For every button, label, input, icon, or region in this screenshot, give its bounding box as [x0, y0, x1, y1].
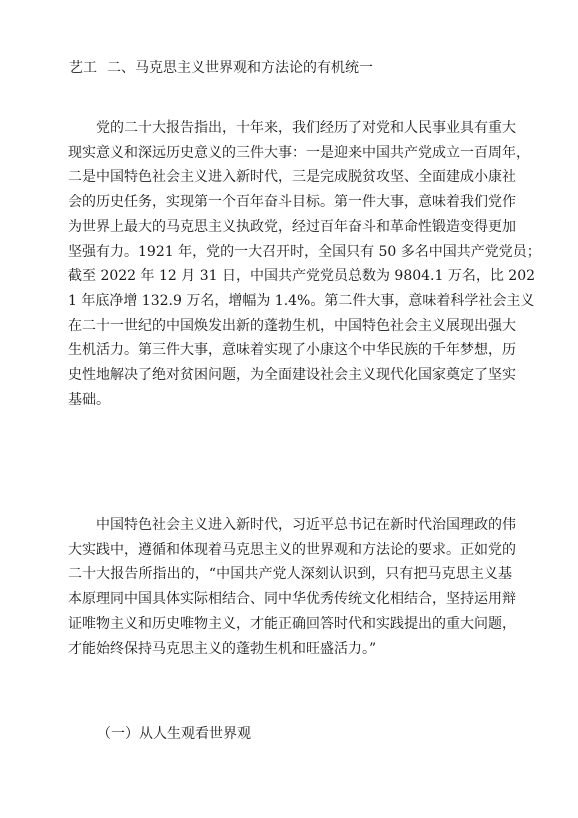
paragraph-line: 党的二十大报告指出，十年来，我们经历了对党和人民事业具有重大 — [96, 120, 516, 136]
paragraph-line: 基础。 — [68, 391, 110, 408]
paragraph-line: 生机活力。第三件大事，意味着实现了小康这个中华民族的千年梦想，历 — [68, 342, 516, 359]
paragraph-line: 会的历史任务，实现第一个百年奋斗目标。第一件大事，意味着我们党作 — [68, 194, 516, 211]
heading-title: 二、马克思主义世界观和方法论的有机统一 — [107, 60, 373, 76]
subsection-heading: （一）从人生观看世界观 — [97, 726, 251, 742]
paragraph-line: 为世界上最大的马克思主义执政党，经过百年奋斗和革命性锻造变得更加 — [68, 218, 516, 235]
paragraph-line: 截至 2022 年 12 月 31 日，中国共产党党员总数为 9804.1 万名，比 202 — [68, 268, 536, 285]
paragraph-line: 本原理同中国具体实际相结合、同中华优秀传统文化相结合，坚持运用辩 — [68, 591, 516, 608]
paragraph-line: 证唯物主义和历史唯物主义，才能正确回答时代和实践提出的重大问题， — [68, 615, 516, 632]
section-heading — [69, 58, 373, 78]
paragraph-line: 在二十一世纪的中国焕发出新的蓬勃生机，中国特色社会主义展现出强大 — [68, 317, 516, 334]
paragraph-line: 史性地解决了绝对贫困问题，为全面建设社会主义现代化国家奠定了坚实 — [68, 367, 516, 384]
heading-prefix: 艺工 — [69, 60, 97, 76]
paragraph-line: 二是中国特色社会主义进入新时代，三是完成脱贫攻坚、全面建成小康社 — [68, 169, 516, 186]
paragraph-line: 1 年底净增 132.9 万名，增幅为 1.4%。第二件大事，意味着科学社会主义 — [68, 292, 535, 309]
paragraph-line: 坚强有力。1921 年，党的一大召开时，全国只有 50 多名中国共产党党员； — [68, 243, 541, 260]
paragraph-line: 才能始终保持马克思主义的蓬勃生机和旺盛活力。” — [68, 640, 377, 657]
paragraph-line: 现实意义和深远历史意义的三件大事：一是迎来中国共产党成立一百周年， — [68, 144, 530, 161]
paragraph-2 — [68, 513, 516, 661]
paragraph-1 — [68, 116, 541, 412]
paragraph-line: 中国特色社会主义进入新时代，习近平总书记在新时代治国理政的伟 — [96, 517, 516, 533]
paragraph-line: 二十大报告所指出的，“中国共产党人深刻认识到，只有把马克思主义基 — [68, 566, 512, 583]
paragraph-line: 大实践中，遵循和体现着马克思主义的世界观和方法论的要求。正如党的 — [68, 541, 516, 558]
